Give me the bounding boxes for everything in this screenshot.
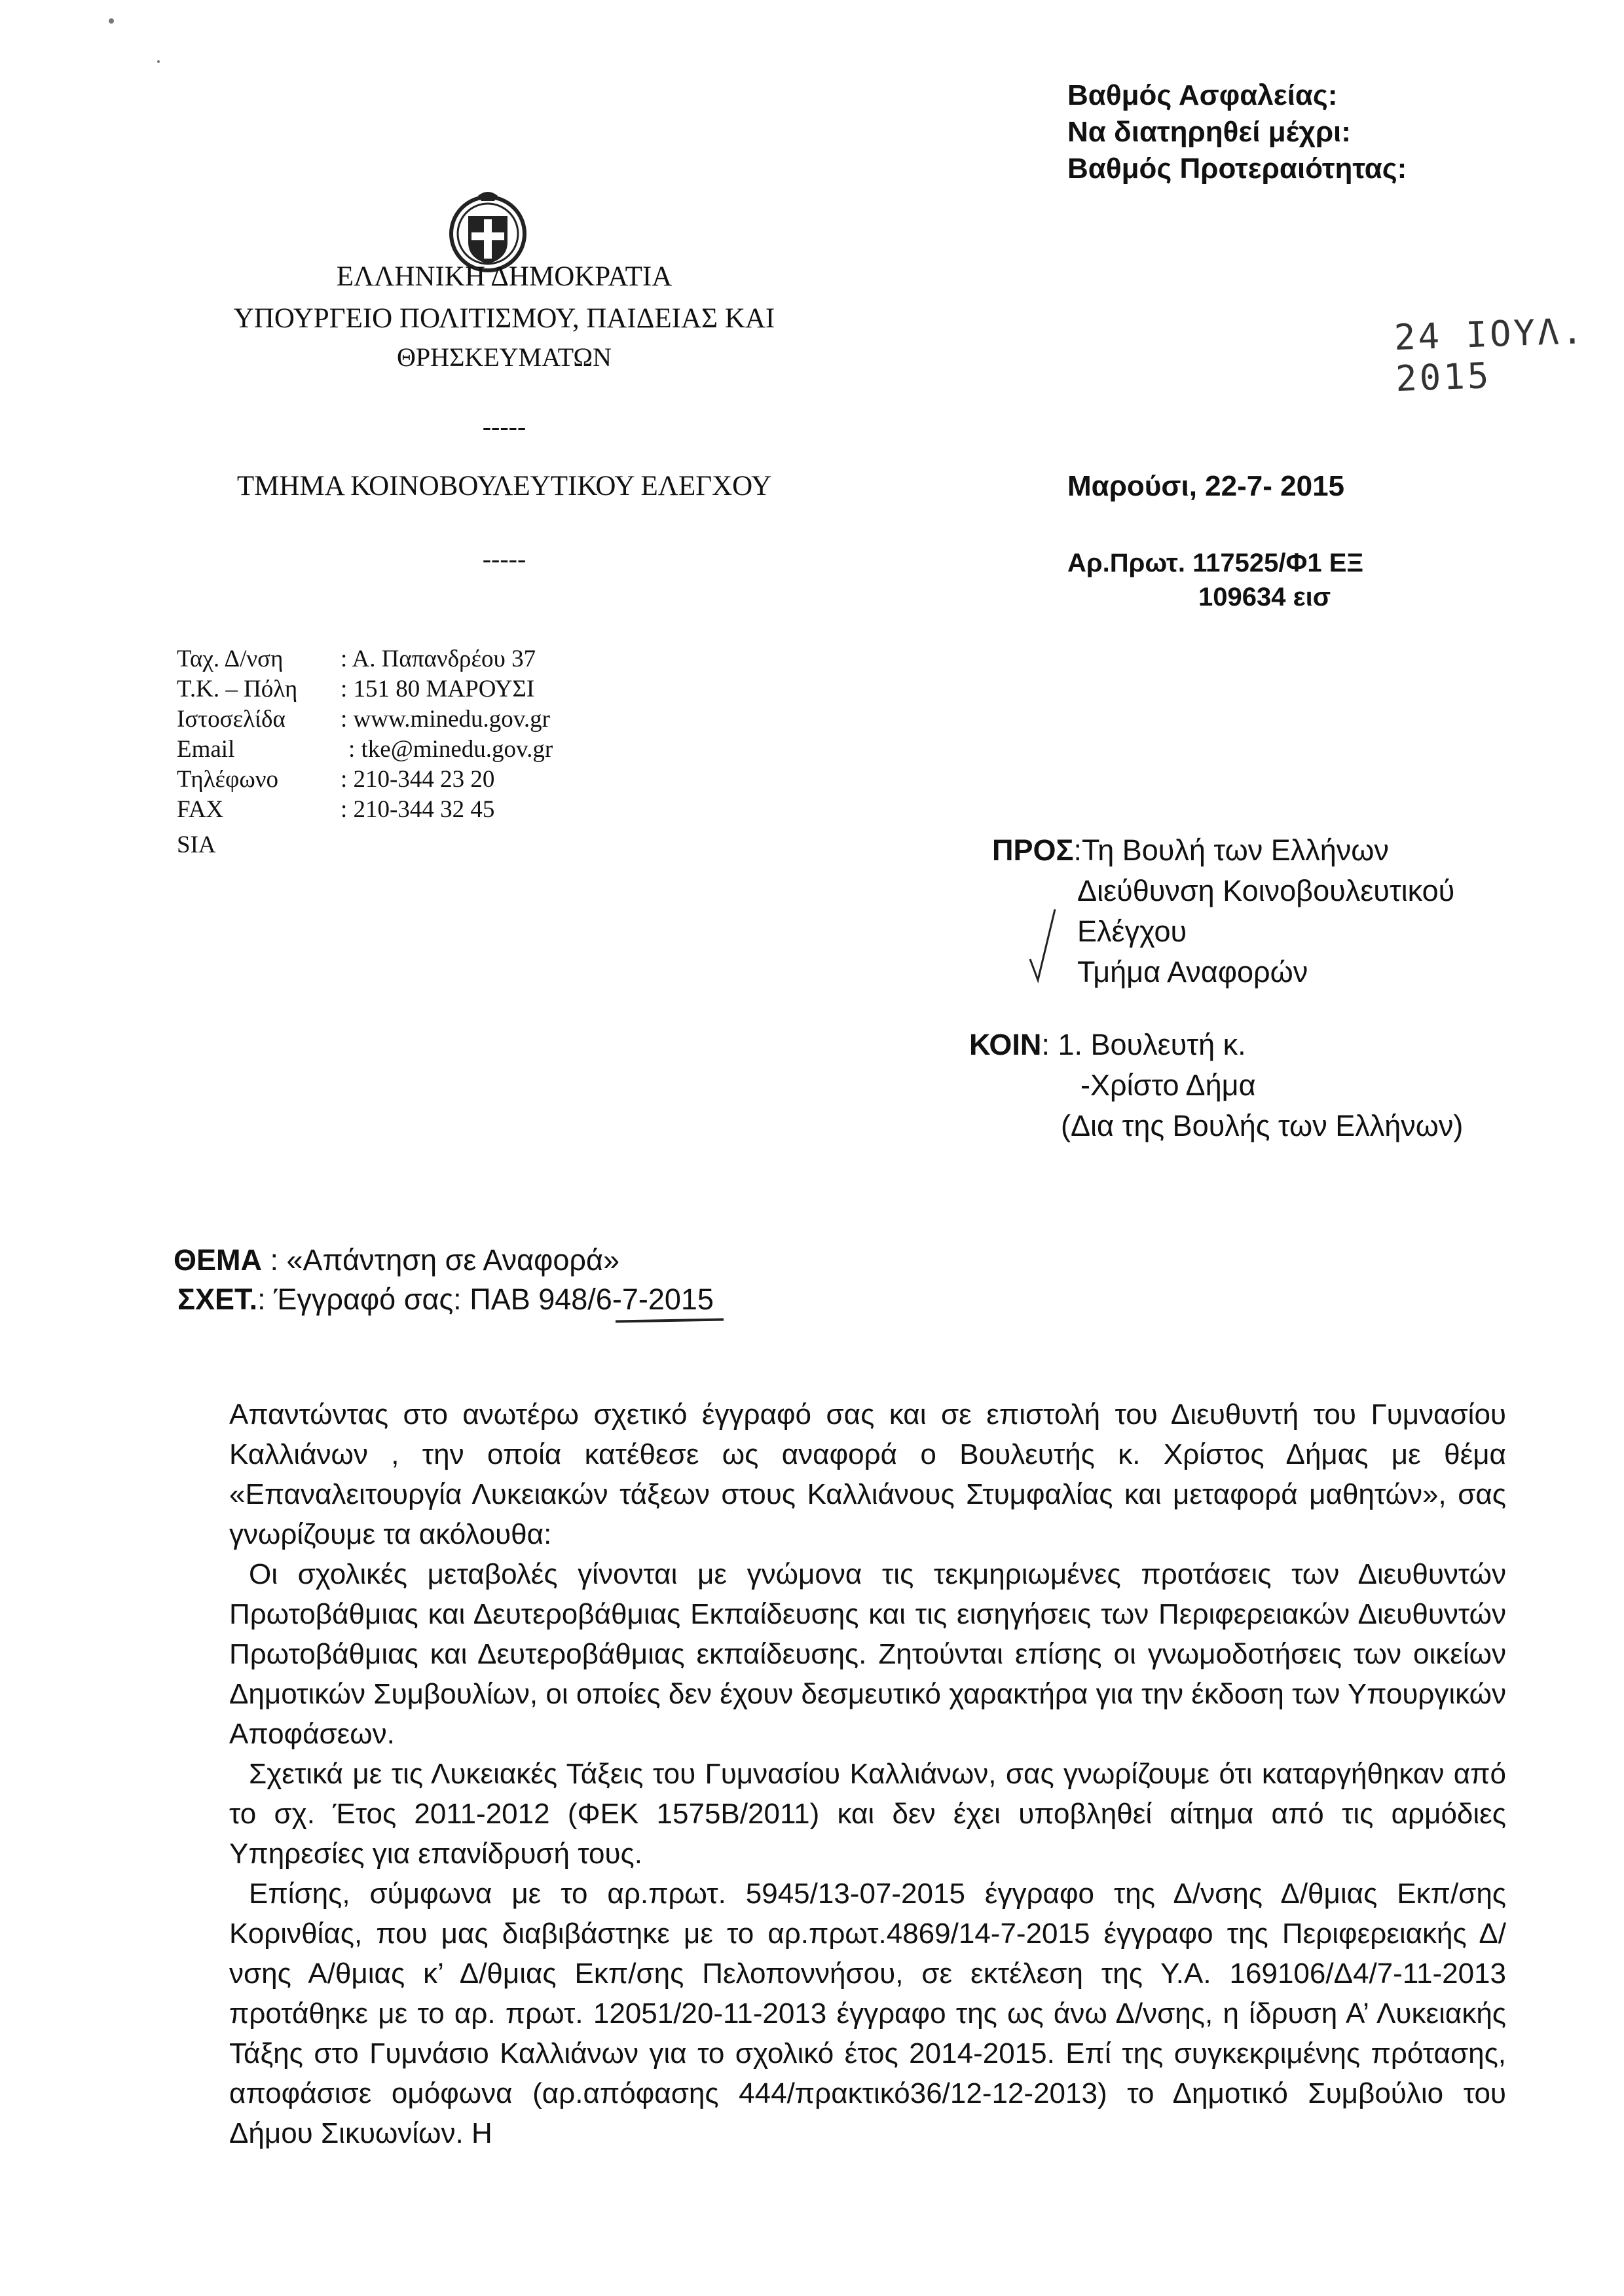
place-date: Μαρούσι, 22-7- 2015: [1067, 470, 1345, 502]
recipient-label: ΠΡΟΣ: [992, 833, 1074, 867]
body-paragraph: Σχετικά με τις Λυκειακές Τάξεις του Γυμνασίου Καλλιάνων, σας γνωρίζουμε ότι καταργήθηκαν από το σχ. Έτος 2011-2012 (ΦΕΚ 1575Β/2011) και δεν έχει υποβληθεί αίτημα από τις αρμόδιες Υπηρεσίες για επανίδρυσή τους.: [229, 1758, 1506, 1870]
contact-row: [177, 830, 553, 860]
contact-value: : 151 80 ΜΑΡΟΥΣΙ: [341, 676, 535, 702]
letter-body: [229, 1394, 1506, 2153]
contact-label: Ταχ. Δ/νση: [177, 646, 284, 672]
subject-value: : «Απάντηση σε Αναφορά»: [262, 1243, 619, 1277]
received-stamp-date: 24 ΙΟΥΛ. 2015: [1393, 310, 1587, 400]
contact-label: FAX: [177, 796, 224, 823]
subject-label: ΘΕΜΑ: [174, 1243, 262, 1277]
contact-value: : 210-344 23 20: [341, 766, 495, 793]
contact-label: Τηλέφωνο: [177, 766, 278, 793]
recipient-line4: Τμήμα Αναφορών: [1077, 955, 1308, 989]
country-name: ΕΛΛΗΝΙΚΗ ΔΗΜΟΚΡΑΤΙΑ: [336, 261, 673, 292]
scan-speck: [157, 60, 160, 63]
header-separator: -----: [482, 412, 526, 441]
contact-row: [177, 674, 553, 704]
ministry-name-line2: ΘΡΗΣΚΕΥΜΑΤΩΝ: [397, 342, 612, 372]
cc-block: [969, 1025, 1463, 1146]
contact-label: Τ.Κ. – Πόλη: [177, 676, 298, 702]
keep-until-label: Να διατηρηθεί μέχρι:: [1067, 116, 1351, 148]
ministry-name-line1: ΥΠΟΥΡΓΕΙΟ ΠΟΛΙΤΙΣΜΟΥ, ΠΑΙΔΕΙΑΣ ΚΑΙ: [233, 303, 775, 334]
recipient-block: [992, 830, 1454, 993]
contact-row: [177, 735, 553, 765]
cc-line2: -Χρίστο Δήμα: [1080, 1068, 1256, 1102]
contact-details: [177, 644, 553, 860]
contact-row: [177, 765, 553, 795]
contact-value: : www.minedu.gov.gr: [341, 706, 550, 733]
handwritten-checkmark-icon: [1026, 907, 1059, 985]
contact-row: [177, 795, 553, 825]
cc-line1: : 1. Βουλευτή κ.: [1041, 1028, 1246, 1061]
header-separator-2: -----: [482, 544, 526, 574]
protocol-number: Αρ.Πρωτ. 117525/Φ1 ΕΞ: [1067, 549, 1364, 577]
priority-label: Βαθμός Προτεραιότητας:: [1067, 153, 1407, 185]
cc-label: ΚΟΙΝ: [969, 1028, 1042, 1061]
contact-value: : 210-344 32 45: [341, 796, 495, 823]
body-paragraph: Απαντώντας στο ανωτέρω σχετικό έγγραφό σας και σε επιστολή του Διευθυντή του Γυμνασίου Καλλιάνων , την οποία κατέθεσε ως αναφορά ο Βουλευτής κ. Χρίστος Δήμας με θέμα «Επαναλειτουργία Λυκειακών τάξεων στους Καλλιάνους Στυμφαλίας και μεταφορά μαθητών», σας γνωρίζουμε τα ακόλουθα:: [229, 1398, 1506, 1550]
contact-label: SIA: [177, 831, 216, 858]
reference-value: : Έγγραφό σας: ΠΑΒ 948/6-7-2015: [257, 1283, 714, 1316]
recipient-line1: :Τη Βουλή των Ελλήνων: [1073, 833, 1389, 867]
contact-value: : tke@minedu.gov.gr: [348, 736, 553, 763]
cc-line3: (Δια της Βουλής των Ελλήνων): [1061, 1109, 1464, 1142]
security-block: [1067, 77, 1407, 187]
reference-label: ΣΧΕΤ.: [177, 1283, 258, 1316]
subject-block: [174, 1241, 714, 1319]
contact-row: [177, 704, 553, 735]
contact-row: [177, 644, 553, 674]
recipient-line3: Ελέγχου: [1077, 915, 1187, 948]
contact-value: : Α. Παπανδρέου 37: [341, 646, 536, 672]
contact-label: Ιστοσελίδα: [177, 706, 286, 733]
recipient-line2: Διεύθυνση Κοινοβουλευτικού: [1077, 874, 1455, 907]
department-name: ΤΜΗΜΑ ΚΟΙΝΟΒΟΥΛΕΥΤΙΚΟΥ ΕΛΕΓΧΟΥ: [236, 471, 772, 501]
contact-label: Email: [177, 736, 235, 763]
classification-label: Βαθμός Ασφαλείας:: [1067, 79, 1338, 111]
scan-speck: [109, 18, 114, 24]
body-paragraph: Επίσης, σύμφωνα με το αρ.πρωτ. 5945/13-07-2015 έγγραφο της Δ/νσης Δ/θμιας Εκπ/σης Κορινθίας, που μας διαβιβάστηκε με το αρ.πρωτ.4869/14-7-2015 έγγραφο της Περιφερειακής Δ/νσης Α/θμιας κ’ Δ/θμιας Εκπ/σης Πελοποννήσου, σε εκτέλεση της Υ.Α. 169106/Δ4/7-11-2013 προτάθηκε με το αρ. πρωτ. 12051/20-11-2013 έγγραφο της ως άνω Δ/νσης, η ίδρυση Α’ Λυκειακής Τάξης στο Γυμνάσιο Καλλιάνων για το σχολικό έτος 2014-2015. Επί της συγκεκριμένης πρότασης, αποφάσισε ομόφωνα (αρ.απόφασης 444/πρακτικό36/12-12-2013) το Δημοτικό Συμβούλιο του Δήμου Σικυωνίων. Η: [229, 1878, 1506, 2149]
protocol-incoming-number: 109634 εισ: [1198, 583, 1331, 611]
body-paragraph: Οι σχολικές μεταβολές γίνονται με γνώμονα τις τεκμηριωμένες προτάσεις των Διευθυντών Πρωτοβάθμιας και Δευτεροβάθμιας Εκπαίδευσης και τις εισηγήσεις των Περιφερειακών Διευθυντών Πρωτοβάθμιας και Δευτεροβάθμιας εκπαίδευσης. Ζητούνται επίσης οι γνωμοδοτήσεις των οικείων Δημοτικών Συμβουλίων, οι οποίες δεν έχουν δεσμευτικό χαρακτήρα για την έκδοση των Υπουργικών Αποφάσεων.: [229, 1558, 1506, 1750]
